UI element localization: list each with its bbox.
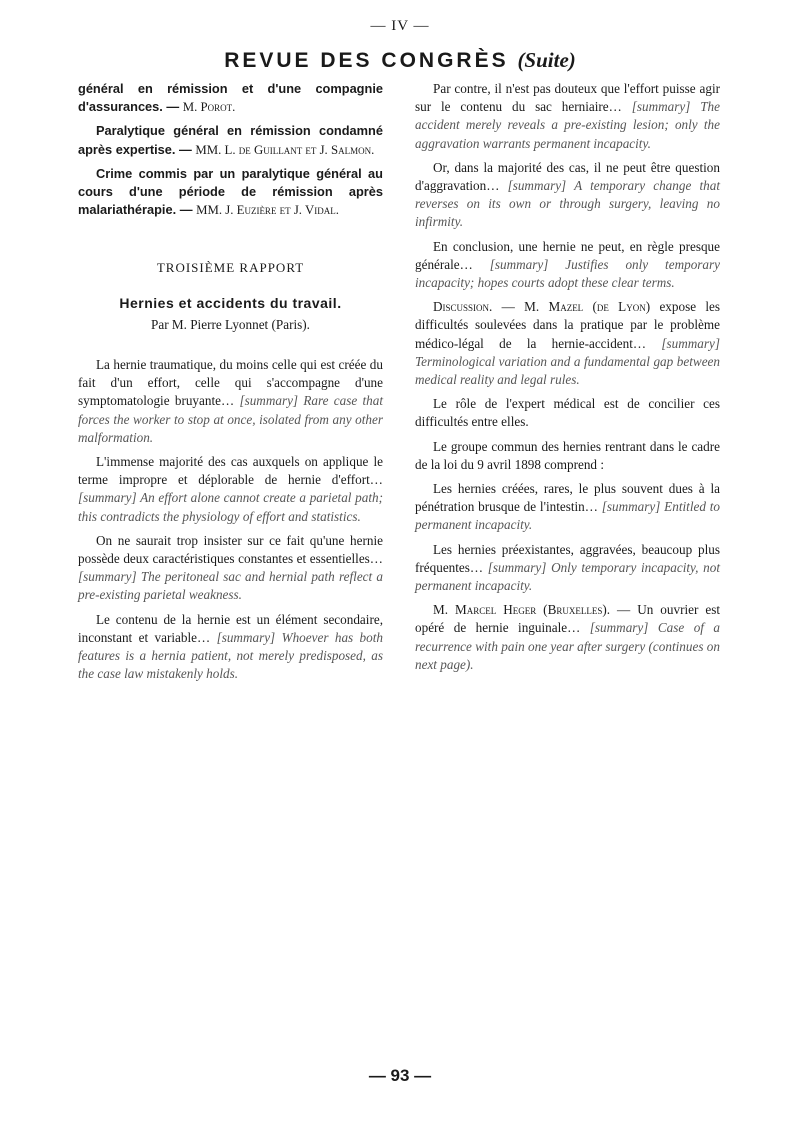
paragraph: La hernie traumatique, du moins celle qui est créée du fait d'un effort, celle qui s'accompagne d'une symptomatologie bruyante… [summary] Rare case that forces the worker to stop at once, isolated from any other malformation. [78,357,383,445]
rapport-heading: TROISIÈME RAPPORT [156,260,305,276]
paragraph: Or, dans la majorité des cas, il ne peut être question d'aggravation… [summary] A temporary change that reverses on its own or through surgery, leaving no infirmity. [415,159,720,230]
article-byline: Par M. Pierre Lyonnet (Paris). [151,316,310,332]
journal-title [0,48,800,73]
left-column [78,80,383,689]
paragraph: On ne saurait trop insister sur ce fait qu'une hernie possède deux caractéristiques constantes et essentielles… [summary] The peritoneal sac and hernial path reflect a pre-existing parietal weakness. [78,532,383,603]
discussion-speaker: M. Mazel (de Lyon) [524,299,651,315]
discussion-paragraph: Discussion. — M. Mazel (de Lyon) expose les difficultés soulevées dans la pratique par le problème médico-légal de la hernie-accident… [summary] Terminological variation and a fundamental gap between medical reality and legal rules. [415,299,721,388]
paragraph: Par contre, il n'est pas douteux que l'effort puisse agir sur le contenu du sac herniaire… [summary] The accident merely reveals a pre-existing lesion; only the aggravation warrants permanent incapacity. [415,81,721,151]
article-title: Hernies et accidents du travail. [119,294,342,311]
communication-title-1: général en rémission et d'une compagnie d'assurances. — M. Porot. [78,81,383,115]
discussion-label: Discussion. [433,299,493,315]
page-roman-numeral: — IV — [370,18,430,34]
paragraph: Le groupe commun des hernies rentrant dans le cadre de la loi du 9 avril 1898 comprend : [415,438,720,472]
heger-speaker: M. Marcel Heger (Bruxelles). [433,602,611,618]
communication-title-3: Crime commis par un paralytique général au cours d'une période de rémission après malariathérapie. — MM. J. Euzière et J. Vidal. [78,165,383,218]
page-number: — 93 — [368,1066,432,1085]
list-item: Les hernies créées, rares, le plus souvent dues à la pénétration brusque de l'intestin… [summary] Entitled to permanent incapacity. [415,481,720,533]
right-column [415,80,720,680]
journal-title-suite: (Suite) [517,48,576,72]
paragraph: Le contenu de la hernie est un élément secondaire, inconstant et variable… [summary] Whoever has both features is a hernia patient, not merely predisposed, as the case law mistakenly holds. [78,611,384,682]
communication-title-2: Paralytique général en rémission condamné après expertise. — MM. L. de Guillant et J. Salmon. [78,123,383,157]
journal-title-text: REVUE DES CONGRÈS [224,49,509,72]
paragraph: En conclusion, une hernie ne peut, en règle presque générale… [summary] Justifies only temporary incapacity; hopes courts adopt these clear terms. [415,238,720,291]
list-item: Les hernies préexistantes, aggravées, beaucoup plus fréquentes… [summary] Only temporary incapacity, not permanent incapacity. [415,541,720,594]
heger-paragraph: M. Marcel Heger (Bruxelles). — Un ouvrier est opéré de hernie inguinale… [summary] Case of a recurrence with pain one year after surgery (continues on next page). [415,602,721,672]
paragraph: Le rôle de l'expert médical est de concilier ces difficultés entre elles. [415,396,720,430]
paragraph: L'immense majorité des cas auxquels on applique le terme impropre et déplorable de hernie d'effort… [summary] An effort alone cannot create a parietal path; this contradicts the physiology of effort and statistics. [78,454,383,524]
